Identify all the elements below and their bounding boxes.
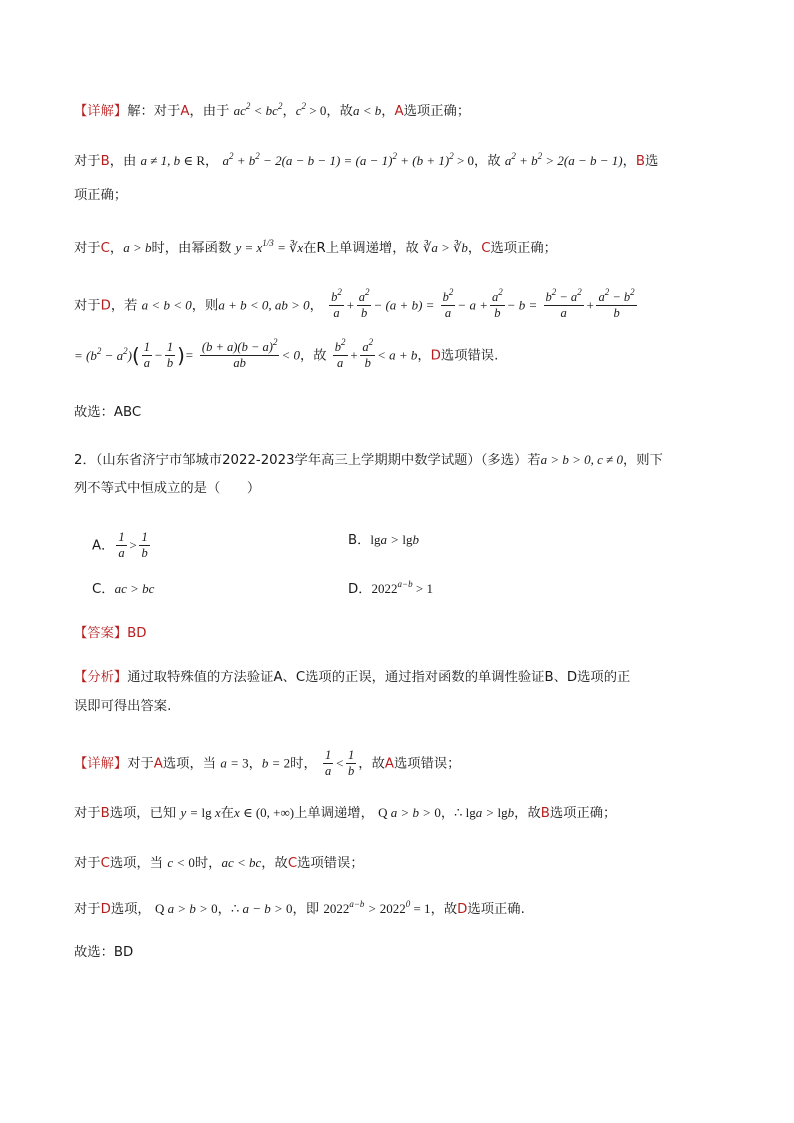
detail-tag: 【详解】 — [74, 756, 128, 772]
math-expr: $y = x^{1/3}$ = ∛x — [235, 238, 304, 255]
q2-analysis-line2: 误即可得出答案. — [74, 699, 172, 714]
detail-tag: 【详解】 — [74, 104, 128, 119]
q2-analysis: 【分析】通过取特殊值的方法验证A、C选项的正误，通过指对函数的单调性验证B、D选项的正 — [74, 670, 631, 685]
q2-stem: 2．（山东省济宁市邹城市2022-2023学年高三上学期期中数学试题）（多选）若a > b > 0, c ≠ 0，则下 — [74, 452, 663, 468]
q1-detail-line-b: 对于B，由 a ≠ 1, b ∈ R， $a^2 + b^2 - 2(a - b - 1) = (a - 1)^2 + (b + 1)^2 > 0$，故 $a^2 + b^2 > 2(a - b - 1)$，B选 — [74, 151, 659, 169]
q2-detail-b: 对于B选项，已知 y = lg x在x ∈ (0, +∞)上单调递增， Q a > b > 0，∴ lga > lgb，故B选项正确； — [74, 805, 617, 821]
option-c[interactable]: C．ac > bc — [92, 581, 155, 597]
math-expr: $a^2 + b^2 > 2(a - b - 1)$ — [504, 151, 623, 168]
q2-detail-c: 对于C选项，当 c < 0时，ac < bc，故C选项错误； — [74, 855, 364, 871]
option-a[interactable]: A． $\frac{1}{a}$ > $\frac{1}{b}$ — [92, 530, 148, 560]
option-d[interactable]: D．$2022^{a-b} > 1$ — [348, 579, 433, 597]
q2-detail-a: 【详解】对于A选项，当 a = 3，b = 2时， $\frac{1}{a}$ < $\frac{1}{b}$ ，故A选项错误； — [74, 748, 461, 778]
q1-detail-line-a: 【详解】解：对于A，由于 $ac^2 < bc^2$，$c^2 > 0$，故a < b，A选项正确； — [74, 101, 471, 119]
q1-choice: 故选：ABC — [74, 405, 142, 420]
q2-stem-line2: 列不等式中恒成立的是（ ） — [74, 481, 261, 496]
fraction: $\frac{b^2}{a}$ — [331, 287, 342, 320]
q2-choice: 故选：BD — [74, 945, 134, 960]
question-number: 2． — [74, 453, 96, 468]
q1-detail-line-d: 对于D，若 a < b < 0，则a + b < 0, ab > 0， $\frac{b^2}{a}$ + $\frac{a^2}{b}$ − (a + b) = $\frac{b^2}{a}$ − a + $\frac{a^2}{b}$ − b = $\frac{b^2 - a^2}{a}$ + $\frac{a^2 - b^2}{b}$ — [74, 287, 635, 320]
math-expr: a ≠ 1, b ∈ R — [140, 153, 205, 168]
analysis-tag: 【分析】 — [74, 670, 128, 685]
math-expr: a > b > 0, c ≠ 0 — [540, 452, 624, 467]
q1-detail-line-b2: 项正确； — [74, 188, 128, 203]
option-b[interactable]: B．lga > lgb — [348, 532, 419, 548]
q1-detail-line-d2: = $(b^2 - a^2)$( $\frac{1}{a}$ − $\frac{1}{b}$ )= $\frac{(b + a)(b - a)^2}{ab}$ < 0，故 $\frac{b^2}{a}$ + $\frac{a^2}{b}$ < a + b，D选项错误. — [74, 337, 499, 370]
math-expr: $ac^2 < bc^2$ — [233, 101, 283, 118]
math-expr: ∛a > ∛b — [423, 240, 468, 255]
q1-detail-line-c: 对于C，a > b时，由幂函数 $y = x^{1/3}$ = ∛x在R上单调递增，故 ∛a > ∛b，C选项正确； — [74, 238, 557, 256]
q2-answer: 【答案】BD — [74, 626, 147, 641]
math-expr: $a^2 + b^2 - 2(a - b - 1) = (a - 1)^2 + (b + 1)^2 > 0$ — [222, 151, 475, 168]
q2-detail-d: 对于D选项， Q a > b > 0，∴ a − b > 0，即 $2022^{a-b} > 2022^0 = 1$，故D选项正确. — [74, 899, 525, 917]
